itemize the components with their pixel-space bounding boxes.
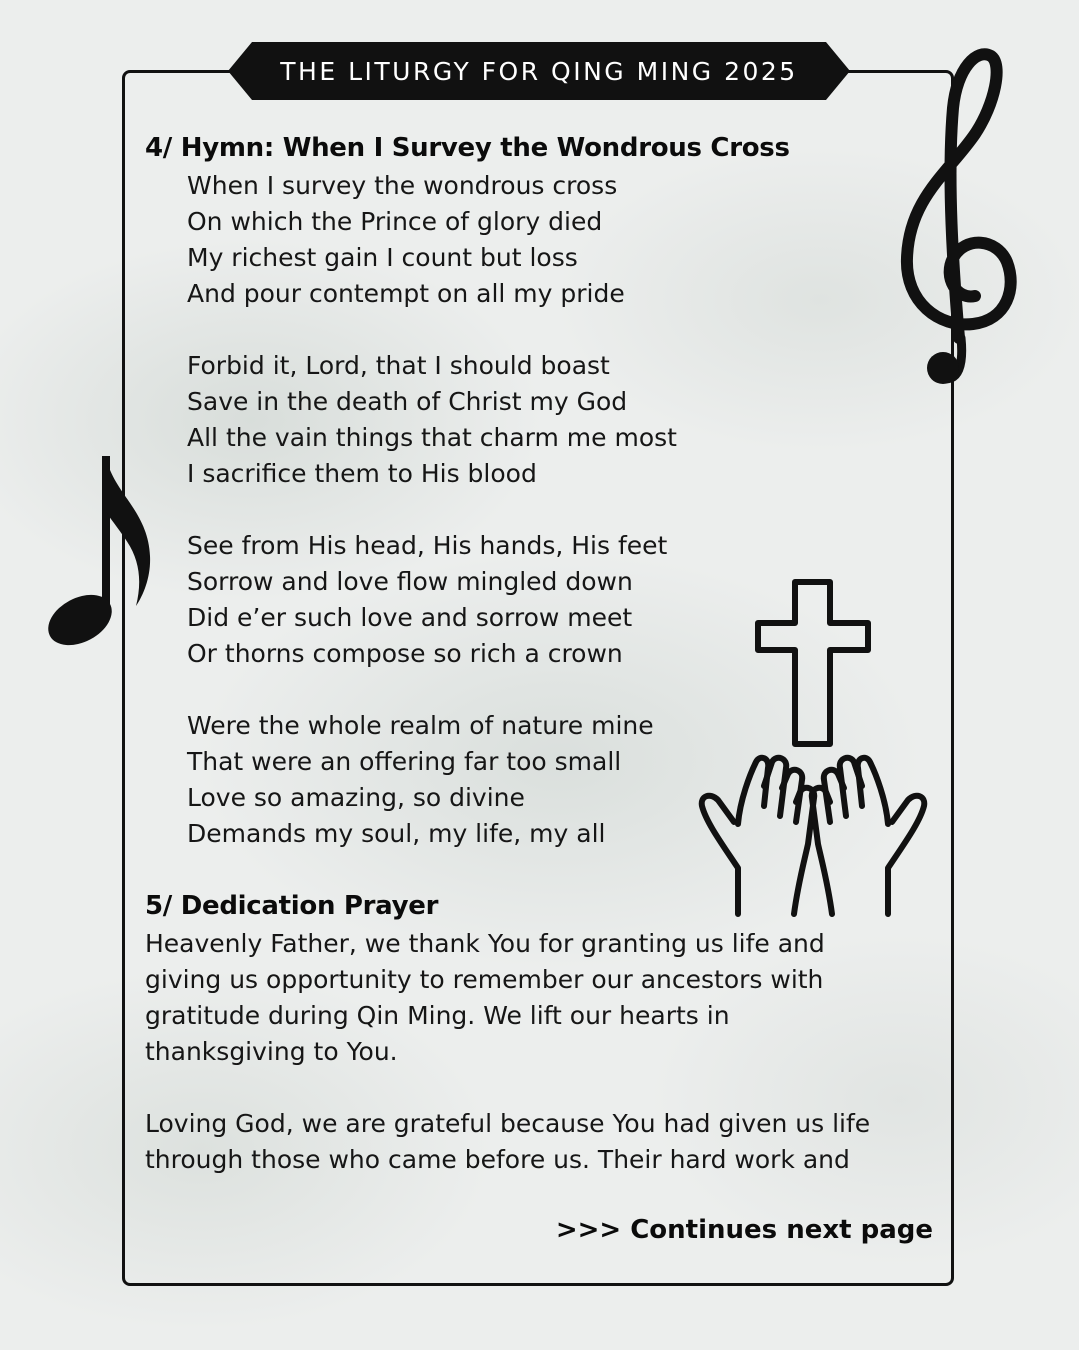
hymn-line: Or thorns compose so rich a crown — [187, 639, 623, 668]
hymn-stanza-1 — [187, 168, 925, 312]
prayer-paragraph-2 — [145, 1106, 925, 1178]
hymn-line: Love so amazing, so divine — [187, 783, 525, 812]
hymn-line: That were an offering far too small — [187, 747, 622, 776]
prayer-line: gratitude during Qin Ming. We lift our hearts in — [145, 1001, 730, 1030]
prayer-line: giving us opportunity to remember our ancestors with — [145, 965, 824, 994]
prayer-line: Heavenly Father, we thank You for granting us life and — [145, 929, 825, 958]
hymn-line: Did e’er such love and sorrow meet — [187, 603, 633, 632]
hymn-line: On which the Prince of glory died — [187, 207, 603, 236]
liturgy-content — [145, 128, 925, 1214]
hymn-line: When I survey the wondrous cross — [187, 171, 618, 200]
prayer-heading: 5/ Dedication Prayer — [145, 891, 439, 921]
hymn-heading: 4/ Hymn: When I Survey the Wondrous Cross — [145, 133, 790, 163]
hymn-stanza-2 — [187, 348, 925, 492]
page-title: THE LITURGY FOR QING MING 2025 — [280, 56, 798, 86]
hymn-line: My richest gain I count but loss — [187, 243, 578, 272]
prayer-line: thanksgiving to You. — [145, 1037, 398, 1066]
hymn-stanza-3 — [187, 528, 925, 672]
hymn-line: See from His head, His hands, His feet — [187, 531, 668, 560]
hymn-stanza-4 — [187, 708, 925, 852]
prayer-line: through those who came before us. Their hard work and — [145, 1145, 850, 1174]
hymn-line: Were the whole realm of nature mine — [187, 711, 654, 740]
title-banner — [228, 42, 850, 100]
hymn-line: Sorrow and love flow mingled down — [187, 567, 633, 596]
prayer-paragraph-1 — [145, 926, 925, 1070]
hymn-line: And pour contempt on all my pride — [187, 279, 625, 308]
continues-next-page-label: >>> Continues next page — [555, 1215, 933, 1245]
eighth-note-icon — [40, 452, 160, 652]
hymn-line: Demands my soul, my life, my all — [187, 819, 606, 848]
hymn-line: Forbid it, Lord, that I should boast — [187, 351, 610, 380]
prayer-line: Loving God, we are grateful because You had given us life — [145, 1109, 871, 1138]
hymn-line: I sacrifice them to His blood — [187, 459, 537, 488]
hymn-line: All the vain things that charm me most — [187, 423, 677, 452]
hymn-line: Save in the death of Christ my God — [187, 387, 628, 416]
